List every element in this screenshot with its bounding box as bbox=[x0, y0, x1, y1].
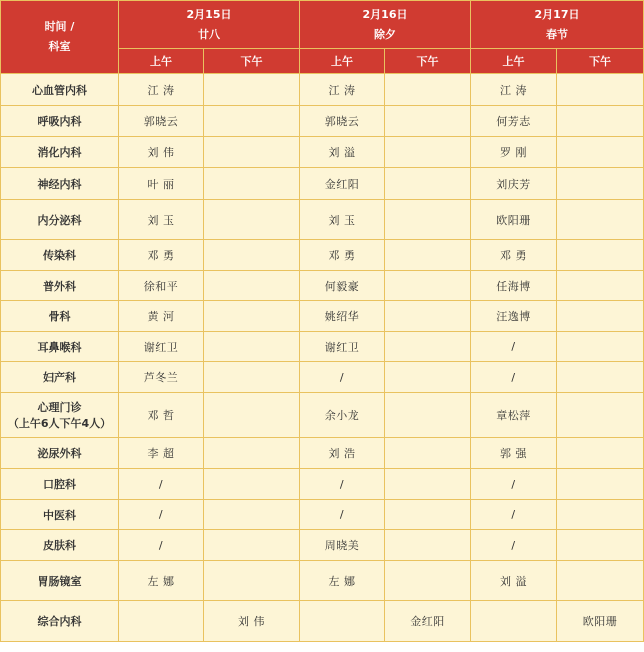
doctor-name: 江 涛 bbox=[147, 83, 175, 97]
pm-doctor-cell bbox=[557, 393, 644, 438]
doctor-name: 章松萍 bbox=[496, 409, 531, 422]
table-row bbox=[1, 530, 644, 561]
doctor-name: 刘 玉 bbox=[328, 213, 356, 227]
day-2-date: 2月16日 bbox=[362, 7, 408, 21]
pm-doctor-cell bbox=[557, 530, 644, 561]
doctor-name: / bbox=[158, 508, 164, 521]
doctor-name: / bbox=[511, 370, 516, 384]
pm-doctor-cell bbox=[204, 362, 300, 393]
am-doctor-cell bbox=[119, 106, 204, 137]
am-doctor-cell bbox=[119, 561, 204, 601]
am-doctor-cell bbox=[300, 362, 385, 393]
pm-doctor-cell bbox=[557, 271, 644, 301]
department-name: 呼吸内科 bbox=[37, 115, 82, 128]
doctor-name: / bbox=[158, 477, 164, 491]
day-3-label: 春节 bbox=[546, 27, 568, 41]
am-doctor-cell bbox=[471, 438, 557, 469]
pm-doctor-cell bbox=[385, 74, 471, 106]
am-doctor-cell bbox=[119, 362, 204, 393]
pm-doctor-cell bbox=[385, 106, 471, 137]
table-row bbox=[1, 601, 644, 642]
department-cell bbox=[1, 200, 119, 240]
pm-doctor-cell bbox=[204, 240, 300, 271]
department-cell bbox=[1, 74, 119, 106]
pm-doctor-cell bbox=[557, 438, 644, 469]
doctor-name: 叶 丽 bbox=[147, 177, 175, 191]
am-doctor-cell bbox=[300, 106, 385, 137]
department-cell bbox=[1, 168, 119, 200]
am-doctor-cell bbox=[300, 500, 385, 530]
pm-doctor-cell bbox=[204, 271, 300, 301]
doctor-name: 金红阳 bbox=[410, 615, 445, 628]
pm-doctor-cell bbox=[557, 500, 644, 530]
am-doctor-cell bbox=[300, 438, 385, 469]
pm-doctor-cell bbox=[385, 561, 471, 601]
department-name: 耳鼻喉科 bbox=[37, 340, 82, 354]
am-doctor-cell bbox=[471, 74, 557, 106]
am-doctor-cell bbox=[300, 301, 385, 332]
department-name: 综合内科 bbox=[37, 615, 82, 628]
department-cell bbox=[1, 106, 119, 137]
doctor-name: 周晓美 bbox=[324, 539, 360, 552]
pm-doctor-cell bbox=[385, 601, 471, 642]
table-row bbox=[1, 561, 644, 601]
department-name: 心理门诊 bbox=[37, 401, 82, 414]
table-row bbox=[1, 74, 644, 106]
pm-doctor-cell bbox=[385, 168, 471, 200]
doctor-name: 何毅豪 bbox=[324, 279, 360, 293]
pm-doctor-cell bbox=[385, 200, 471, 240]
doctor-name: 左 娜 bbox=[147, 574, 175, 588]
doctor-name: 刘 浩 bbox=[328, 447, 356, 460]
department-name: 妇产科 bbox=[43, 371, 76, 384]
pm-doctor-cell bbox=[385, 438, 471, 469]
doctor-name: 姚绍华 bbox=[324, 310, 360, 323]
doctor-name: 李 超 bbox=[147, 447, 175, 460]
doctor-name: 郭 强 bbox=[500, 447, 527, 460]
department-name: 心血管内科 bbox=[32, 83, 87, 97]
header-am-2: 上午 bbox=[300, 49, 385, 74]
am-doctor-cell bbox=[471, 137, 557, 168]
header-pm-1: 下午 bbox=[204, 49, 300, 74]
table-row bbox=[1, 332, 644, 362]
am-doctor-cell bbox=[119, 168, 204, 200]
doctor-name: 汪逸博 bbox=[496, 310, 531, 323]
department-cell bbox=[1, 500, 119, 530]
doctor-name: 谢红卫 bbox=[143, 340, 179, 354]
pm-doctor-cell bbox=[557, 601, 644, 642]
header-day-2 bbox=[300, 1, 471, 49]
doctor-name: 刘 溢 bbox=[328, 146, 356, 159]
pm-doctor-cell bbox=[204, 601, 300, 642]
doctor-name: 邓 勇 bbox=[500, 249, 527, 262]
header-corner-cell bbox=[1, 1, 119, 74]
table-row bbox=[1, 301, 644, 332]
am-doctor-cell bbox=[119, 438, 204, 469]
doctor-name: / bbox=[511, 508, 516, 521]
am-doctor-cell bbox=[119, 530, 204, 561]
department-cell bbox=[1, 271, 119, 301]
am-doctor-cell bbox=[119, 271, 204, 301]
pm-doctor-cell bbox=[204, 200, 300, 240]
doctor-name: / bbox=[339, 370, 345, 384]
doctor-name: / bbox=[158, 538, 164, 552]
pm-doctor-cell bbox=[557, 301, 644, 332]
doctor-name: 郭晓云 bbox=[324, 115, 360, 128]
am-doctor-cell bbox=[471, 393, 557, 438]
table-row bbox=[1, 106, 644, 137]
department-name: 神经内科 bbox=[37, 177, 82, 191]
pm-doctor-cell bbox=[385, 332, 471, 362]
pm-doctor-cell bbox=[204, 469, 300, 500]
am-doctor-cell bbox=[471, 106, 557, 137]
department-name: 中医科 bbox=[43, 508, 76, 522]
doctor-name: 邓 勇 bbox=[147, 249, 175, 262]
doctor-name: 郭晓云 bbox=[143, 115, 179, 128]
header-am-3: 上午 bbox=[471, 49, 557, 74]
pm-doctor-cell bbox=[557, 561, 644, 601]
pm-doctor-cell bbox=[204, 530, 300, 561]
department-name: 传染科 bbox=[43, 249, 76, 262]
day-2-label: 除夕 bbox=[374, 27, 396, 41]
department-note: （上午6人下午4人） bbox=[7, 417, 112, 430]
table-row bbox=[1, 271, 644, 301]
day-3-date: 2月17日 bbox=[534, 7, 580, 21]
table-row bbox=[1, 500, 644, 530]
department-cell bbox=[1, 137, 119, 168]
department-name: 内分泌科 bbox=[37, 213, 82, 227]
doctor-name: 黄 河 bbox=[147, 310, 175, 323]
am-doctor-cell bbox=[471, 301, 557, 332]
am-doctor-cell bbox=[471, 168, 557, 200]
pm-doctor-cell bbox=[385, 271, 471, 301]
am-doctor-cell bbox=[471, 240, 557, 271]
doctor-name: 何芳志 bbox=[496, 115, 531, 128]
doctor-name: 江 涛 bbox=[500, 83, 527, 97]
pm-doctor-cell bbox=[204, 74, 300, 106]
am-doctor-cell bbox=[471, 332, 557, 362]
department-name: 口腔科 bbox=[43, 478, 76, 491]
department-cell bbox=[1, 301, 119, 332]
pm-doctor-cell bbox=[385, 137, 471, 168]
pm-doctor-cell bbox=[557, 469, 644, 500]
table-row bbox=[1, 200, 644, 240]
pm-doctor-cell bbox=[204, 393, 300, 438]
table-row bbox=[1, 469, 644, 500]
am-doctor-cell bbox=[471, 469, 557, 500]
doctor-name: / bbox=[339, 508, 345, 521]
department-name: 骨科 bbox=[48, 310, 71, 323]
am-doctor-cell bbox=[300, 74, 385, 106]
department-name: 泌尿外科 bbox=[37, 447, 82, 460]
department-cell bbox=[1, 601, 119, 642]
doctor-name: 谢红卫 bbox=[324, 340, 360, 354]
am-doctor-cell bbox=[471, 530, 557, 561]
pm-doctor-cell bbox=[204, 561, 300, 601]
department-name: 皮肤科 bbox=[43, 539, 76, 552]
am-doctor-cell bbox=[300, 469, 385, 500]
table-row bbox=[1, 240, 644, 271]
pm-doctor-cell bbox=[557, 362, 644, 393]
doctor-name: 任海博 bbox=[496, 279, 531, 293]
pm-doctor-cell bbox=[557, 74, 644, 106]
am-doctor-cell bbox=[300, 137, 385, 168]
pm-doctor-cell bbox=[557, 137, 644, 168]
doctor-name: 余小龙 bbox=[324, 409, 360, 422]
am-doctor-cell bbox=[300, 271, 385, 301]
am-doctor-cell bbox=[300, 601, 385, 642]
doctor-name: 欧阳珊 bbox=[582, 615, 618, 628]
am-doctor-cell bbox=[119, 240, 204, 271]
header-pm-3: 下午 bbox=[557, 49, 644, 74]
am-doctor-cell bbox=[471, 200, 557, 240]
pm-doctor-cell bbox=[557, 106, 644, 137]
doctor-name: / bbox=[511, 340, 516, 353]
am-doctor-cell bbox=[300, 561, 385, 601]
doctor-name: 邓 哲 bbox=[147, 409, 175, 422]
am-doctor-cell bbox=[119, 332, 204, 362]
doctor-name: / bbox=[511, 538, 516, 552]
table-row bbox=[1, 137, 644, 168]
doctor-name: 左 娜 bbox=[328, 574, 356, 588]
table-row bbox=[1, 393, 644, 438]
pm-doctor-cell bbox=[385, 530, 471, 561]
department-cell bbox=[1, 240, 119, 271]
header-time-label: 时间 / bbox=[44, 20, 75, 33]
am-doctor-cell bbox=[471, 601, 557, 642]
pm-doctor-cell bbox=[204, 168, 300, 200]
doctor-name: 欧阳珊 bbox=[496, 213, 531, 227]
pm-doctor-cell bbox=[385, 301, 471, 332]
day-1-date: 2月15日 bbox=[186, 7, 232, 21]
am-doctor-cell bbox=[119, 393, 204, 438]
department-cell bbox=[1, 362, 119, 393]
pm-doctor-cell bbox=[557, 240, 644, 271]
pm-doctor-cell bbox=[557, 168, 644, 200]
am-doctor-cell bbox=[119, 469, 204, 500]
am-doctor-cell bbox=[300, 168, 385, 200]
pm-doctor-cell bbox=[385, 362, 471, 393]
department-name: 普外科 bbox=[43, 279, 76, 293]
department-cell bbox=[1, 469, 119, 500]
day-1-label: 廿八 bbox=[198, 27, 220, 41]
department-cell bbox=[1, 438, 119, 469]
pm-doctor-cell bbox=[204, 106, 300, 137]
doctor-name: 刘 伟 bbox=[238, 615, 265, 628]
header-day-1 bbox=[119, 1, 300, 49]
department-cell bbox=[1, 561, 119, 601]
department-name: 消化内科 bbox=[37, 146, 82, 159]
pm-doctor-cell bbox=[385, 393, 471, 438]
doctor-name: / bbox=[511, 477, 516, 491]
pm-doctor-cell bbox=[204, 500, 300, 530]
doctor-name: 邓 勇 bbox=[328, 249, 356, 262]
am-doctor-cell bbox=[300, 530, 385, 561]
am-doctor-cell bbox=[300, 240, 385, 271]
doctor-name: 刘 溢 bbox=[500, 574, 527, 588]
pm-doctor-cell bbox=[204, 438, 300, 469]
header-pm-2: 下午 bbox=[385, 49, 471, 74]
department-cell bbox=[1, 530, 119, 561]
department-cell bbox=[1, 332, 119, 362]
pm-doctor-cell bbox=[385, 469, 471, 500]
pm-doctor-cell bbox=[204, 301, 300, 332]
doctor-name: 刘 玉 bbox=[147, 213, 175, 227]
pm-doctor-cell bbox=[204, 137, 300, 168]
header-am-1: 上午 bbox=[119, 49, 204, 74]
am-doctor-cell bbox=[300, 332, 385, 362]
doctor-name: / bbox=[339, 477, 345, 491]
am-doctor-cell bbox=[119, 200, 204, 240]
doctor-name: 刘庆芳 bbox=[496, 177, 531, 191]
header-dept-label: 科室 bbox=[48, 40, 71, 53]
doctor-name: 徐和平 bbox=[143, 279, 179, 293]
am-doctor-cell bbox=[119, 137, 204, 168]
doctor-name: 芦冬兰 bbox=[143, 371, 179, 384]
am-doctor-cell bbox=[300, 393, 385, 438]
doctor-name: 刘 伟 bbox=[147, 146, 175, 159]
doctor-name: 罗 刚 bbox=[500, 146, 527, 159]
table-row bbox=[1, 438, 644, 469]
department-name: 胃肠镜室 bbox=[37, 574, 82, 588]
table-row bbox=[1, 168, 644, 200]
am-doctor-cell bbox=[300, 200, 385, 240]
am-doctor-cell bbox=[471, 561, 557, 601]
pm-doctor-cell bbox=[204, 332, 300, 362]
am-doctor-cell bbox=[119, 500, 204, 530]
header-day-3 bbox=[471, 1, 644, 49]
department-cell bbox=[1, 393, 119, 438]
doctor-name: 金红阳 bbox=[324, 177, 360, 191]
header-row-dates bbox=[1, 1, 644, 49]
pm-doctor-cell bbox=[557, 332, 644, 362]
am-doctor-cell bbox=[119, 301, 204, 332]
am-doctor-cell bbox=[119, 74, 204, 106]
am-doctor-cell bbox=[471, 362, 557, 393]
pm-doctor-cell bbox=[557, 200, 644, 240]
pm-doctor-cell bbox=[385, 500, 471, 530]
doctor-name: 江 涛 bbox=[328, 83, 356, 97]
am-doctor-cell bbox=[119, 601, 204, 642]
pm-doctor-cell bbox=[385, 240, 471, 271]
am-doctor-cell bbox=[471, 271, 557, 301]
table-row bbox=[1, 362, 644, 393]
am-doctor-cell bbox=[471, 500, 557, 530]
